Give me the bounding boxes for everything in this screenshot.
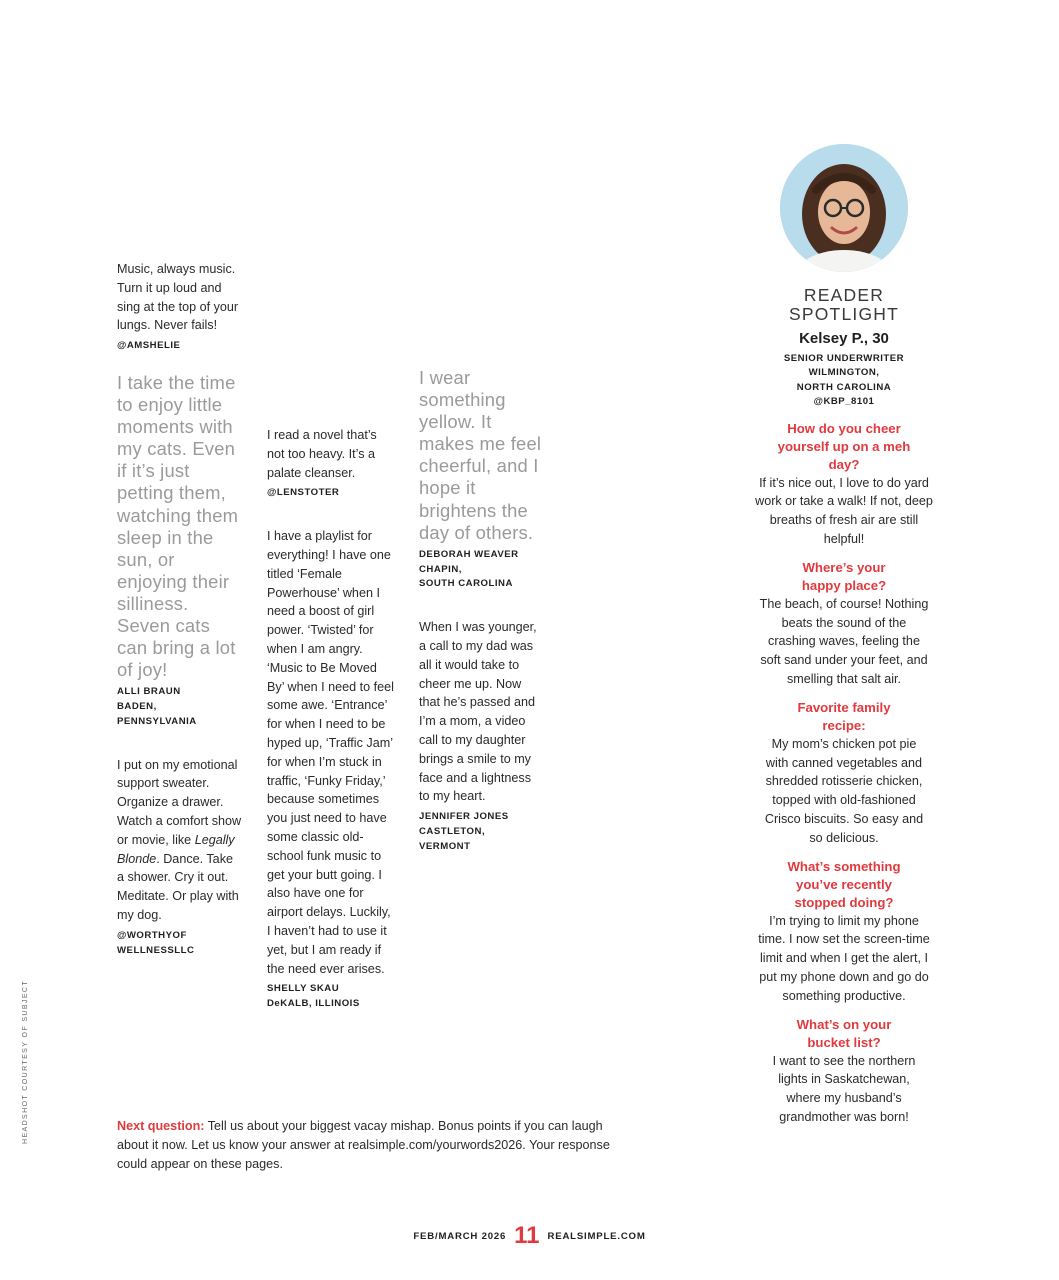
response-byline: @LENSTOTER — [267, 487, 340, 499]
spotlight-answer: If it’s nice out, I love to do yard work or take a walk! If not, deep breaths of fresh air are still helpful! — [755, 475, 933, 547]
spotlight-question: What’s something you’ve recently stopped doing? — [787, 858, 901, 910]
issue-date: FEB/MARCH 2026 — [413, 1230, 507, 1242]
response-byline: JENNIFER JONES CASTLETON, VERMONT — [419, 811, 509, 852]
spotlight-answer: I want to see the northern lights in Saskatchewan, where my husband’s grandmother was born! — [772, 1053, 916, 1124]
spotlight-answer: The beach, of course! Nothing beats the sound of the crashing waves, feeling the soft sand under your feet, and smelling that salt air. — [759, 596, 929, 686]
reader-spotlight — [755, 144, 933, 1127]
spotlight-info: SENIOR UNDERWRITER WILMINGTON, NORTH CAROLINA @KBP_8101 — [783, 353, 905, 408]
page-footer — [0, 1224, 1059, 1248]
spotlight-question: How do you cheer yourself up on a meh day? — [777, 420, 911, 472]
spotlight-answer: My mom’s chicken pot pie with canned vegetables and shredded rotisserie chicken, topped with old-fashioned Crisco biscuits. So easy and so delicious. — [764, 736, 924, 845]
response-text: Music, always music. Turn it up loud and sing at the top of your lungs. Never fails! — [117, 262, 239, 333]
response-text: When I was younger, a call to my dad was all it would take to cheer me up. Now that he’s passed and I’m a mom, a video call to my daughter brings a smile to my face and a lightness to my heart. — [419, 620, 537, 804]
response-text: I put on my emotional support sweater. Organize a drawer. Watch a comfort show or movie, like Legally Blonde. Dance. Take a shower. Cry it out. Meditate. Or play with my dog. — [117, 757, 242, 923]
headshot-illustration — [780, 144, 908, 272]
spotlight-question: Favorite family recipe: — [797, 699, 891, 733]
spotlight-title: READER SPOTLIGHT — [789, 285, 899, 324]
response-text: I read a novel that’s not too heavy. It’s a palate cleanser. — [267, 428, 377, 480]
spotlight-question: What’s on your bucket list? — [796, 1016, 892, 1050]
page-number: 11 — [514, 1222, 540, 1249]
response-byline: @AMSHELIE — [117, 340, 181, 352]
next-question — [117, 1117, 637, 1173]
response-byline: @WORTHYOF WELLNESSLLC — [117, 929, 195, 956]
next-question-label: Next question: — [117, 1119, 205, 1133]
spotlight-question: Where’s your happy place? — [801, 559, 887, 593]
pull-quote: I take the time to enjoy little moments with my cats. Even if it’s just petting them, watching them sleep in the sun, or enjoying their silliness. Seven cats can bring a lot of joy! — [117, 371, 239, 681]
response-byline: SHELLY SKAU DeKALB, ILLINOIS — [267, 983, 360, 1010]
column-2 — [267, 426, 397, 1012]
spotlight-answer: I’m trying to limit my phone time. I now set the screen-time limit and when I get the alert, I put my phone down and go do something productive. — [758, 913, 930, 1003]
spotlight-name: Kelsey P., 30 — [799, 330, 889, 347]
next-question-text: Tell us about your biggest vacay mishap. Bonus points if you can laugh about it now. Let us know your answer at realsimple.com/yourwords2026. Your response could appear on these pages. — [117, 1119, 610, 1171]
pull-quote-byline: DEBORAH WEAVER CHAPIN, SOUTH CAROLINA — [419, 548, 519, 590]
column-3 — [419, 367, 544, 855]
column-1 — [117, 260, 242, 958]
avatar — [780, 144, 908, 272]
response-text: I have a playlist for everything! I have one titled ‘Female Powerhouse’ when I need a boost of girl power. ‘Twisted’ for when I am angry. ‘Music to Be Moved By’ when I need to feel some awe. ‘Entrance’ for when I need to be hyped up, ‘Traffic Jam’ for when I’m stuck in traffic, ‘Funky Friday,’ because sometimes you just need to have some classic old-school funk music to get your butt going. I also have one for airport delays. Luckily, I haven’t had to use it yet, but I am ready if the need ever arises. — [267, 529, 394, 976]
pull-quote-byline: ALLI BRAUN BADEN, PENNSYLVANIA — [117, 686, 197, 727]
photo-credit: HEADSHOT COURTESY OF SUBJECT — [22, 979, 29, 1144]
pull-quote: I wear something yellow. It makes me feel cheerful, and I hope it brightens the day of others. — [419, 367, 542, 543]
site-name: REALSIMPLE.COM — [547, 1230, 646, 1242]
